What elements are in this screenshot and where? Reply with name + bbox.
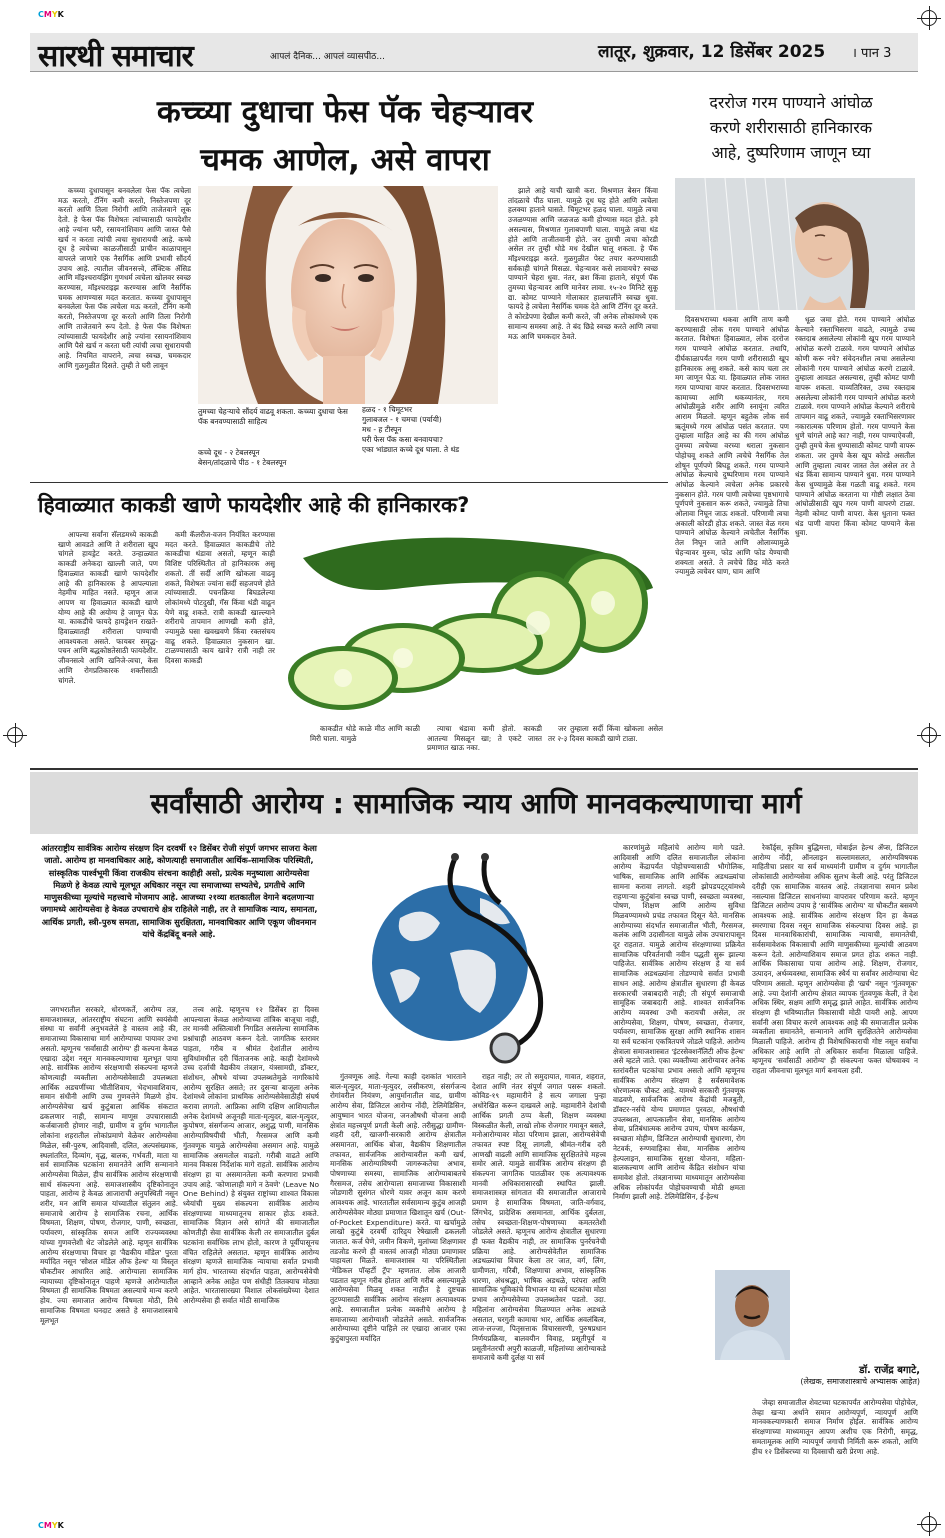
cucumber-column-2: कमी कॅलरीज-वजन नियंत्रित करण्यास मदत करते. हिवाळ्यात काकडीचे तोटे काकडीचा थंडावा असतो, म्हणून काही विशिष्ट परिस्थितीत तो हानिकारक असू शकतो. तीं सर्दी आणि खोकला वाढवू शकते, विशेषतः ज्यांना सर्दी सहजपणे होते त्यांच्यासाठी. पचनक्रिया बिघडलेल्या लोकांमध्ये पोटदुखी, गॅस किंवा थंडी वाढून येणे वाढू शकते. रात्री काकडी खाल्ल्याने शरीराचे तापमान आणखी कमी होते, ज्यामुळे घसा खवखवणे किंवा रक्तसंचय वाढू शकते. हिवाळ्यात नुकसान खा. टाळण्यासाठी काय खावे? रात्री नाही तर दिवसा काकडी — [165, 530, 275, 666]
masthead-title: सारथी समाचार — [38, 39, 193, 74]
milk-photo-caption: तुमच्या चेहऱ्याचे सौंदर्य वाढवू शकता. कच्च्या दुधाचा फेस पॅक बनवण्यासाठी साहित्य — [198, 407, 348, 426]
masthead-tagline: आपलं दैनिक... आपलं व्यासपीठ... — [270, 52, 385, 62]
health-intro: आंतरराष्ट्रीय सार्वत्रिक आरोग्य संरक्षण दिन दरवर्षी १२ डिसेंबर रोजी संपूर्ण जगभर साजरा केला जातो. आरोग्य हा मानवाधिकार आहे, कोणत्याही समाजातील आर्थिक-सामाजिक परिस्थिती, सांस्कृतिक पार्श्वभूमी किंवा राजकीय संरचना काहीही असो, प्रत्येक मनुष्याला आरोग्यसेवा मिळणे हे केवळ त्याचे मूलभूत अधिकार नसून त्या समाजाच्या सभ्यतेचे, प्रगतीचे आणि माणुसकीच्या मूल्यांचे महत्त्वाचे मोजमाप आहे. आजच्या २१व्या शतकातील वेगाने बदलणाऱ्या जगामध्ये आरोग्यसेवा हे केवळ उपचाराचे क्षेत्र राहिलेले नाही, तर ते सामाजिक न्याय, समानता, आर्थिक प्रगती, स्त्री-पुरुष समता, सामाजिक सुरक्षितता, मानवाधिकार आणि एकूण जीवनमान यांचे केंद्रबिंदू बनले आहे. — [40, 843, 318, 940]
author-name: डॉ. राजेंद्र बगाटे, — [859, 1365, 920, 1376]
milk-ingredients-a: कच्चे दूध - २ टेबलस्पून बेसन/तांदळाचे पीठ - १ टेबलस्पून — [198, 448, 287, 467]
cmyk-mark-bottom: CMYK — [38, 1521, 64, 1530]
author-photo — [715, 1270, 790, 1360]
health-column-2: तत्त्व आहे. म्हणूनच १२ डिसेंबर हा दिवस आपल्याला केवळ आरोग्याच्या तांत्रिक बाजूचा नाही, तर मानवी अस्तित्वाशी निगडित असलेल्या सामाजिक प्रश्नांचाही आठवण करून देतो. जागतिक स्तरावर पाहता, गरीब व श्रीमंत देशांतील आरोग्य सुविधांमधील दरी चिंताजनक आहे. काही देशांमध्ये उच्च दर्जाची वैद्यकीय तंत्रज्ञान, यंत्रसामग्री, डॉक्टर, संशोधन, औषधे यांच्या उपलब्धतेमुळे नागरिकांचे आरोग्य सुरक्षित असते; तर दुसऱ्या बाजूला अनेक देशांमध्ये लोकांना प्राथमिक आरोग्यसेवेसाठीही संघर्ष करावा लागतो. आफ्रिका आणि दक्षिण आशियातील अनेक देशांमध्ये अजूनही माता-मृत्युदर, बाल-मृत्युदर, कुपोषण, संसर्गजन्य आजार, अशुद्ध पाणी, मानसिक आरोग्याविषयीची भीती, गैरसमज आणि कमी गुंतवणूक यामुळे आरोग्यसेवा असमान आहे. यामुळे सामाजिक असमतोल वाढतो. गरीबी वाढते आणि मानव विकास निर्देशांक मागे राहतो. सार्वत्रिक आरोग्य संरक्षण हा या असमानतेला कमी करणारा प्रभावी उपाय आहे. 'कोणालाही मागे न ठेवणे' (Leave No One Behind) हे संयुक्त राष्ट्रांच्या शाश्वत विकास ध्येयांची मुख्य संकल्पना सार्वत्रिक आरोग्य संरक्षणाच्या माध्यमातूनच साकार होऊ शकते. सामाजिक विज्ञान असे सांगते की समाजातील कोणतीही सेवा सार्वत्रिक केली तर समाजातील दुर्बल घटकांना सर्वाधिक लाभ होतो, कारण ते पूर्वीपासूनच वंचित राहिलेले असतात. म्हणून सार्वत्रिक आरोग्य संरक्षण म्हणजे सामाजिक न्यायाचा सर्वात प्रभावी मार्ग होय. भारताच्या संदर्भात पाहता, आरोग्यसेवेची आव्हाने अनेक आहेत पण संधीही तितक्याच मोठ्या आहेत. भारतासारख्या विशाल लोकसंख्येच्या देशात आरोग्यसेवा ही सर्वात मोठी सामाजिक — [183, 1005, 319, 1306]
registration-mark-icon — [921, 10, 937, 26]
headline-milk-line1: कच्च्या दुधाचा फेस पॅक चेहऱ्यावर — [156, 94, 534, 130]
headline-health: सर्वांसाठी आरोग्य : सामाजिक न्याय आणि मानवकल्याणाचा मार्ग — [150, 787, 802, 820]
face-photo — [198, 186, 498, 404]
face-illustration — [198, 186, 498, 404]
divider-rule — [30, 482, 668, 483]
cmyk-mark-top: CMYK — [38, 10, 64, 19]
author-box — [715, 1362, 920, 1394]
registration-mark-icon — [921, 727, 937, 743]
headline-bath — [666, 90, 916, 165]
headline-milk-line2: चमक आणेल, असे वापरा — [200, 142, 490, 178]
health-column-3: गुंतवणूक आहे. गेल्या काही दशकांत भारताने बाल-मृत्युदर, माता-मृत्युदर, लसीकरण, संसर्गजन्य रोगांवरील नियंत्रण, आयुर्मानातील वाढ, ग्रामीण आरोग्य सेवा, डिजिटल आरोग्य नोंदी, टेलिमेडिसिन, आयुष्मान भारत योजना, जनऔषधी योजना आदी क्षेत्रांत महत्त्वपूर्ण प्रगती केली आहे. तरीसुद्धा ग्रामीण-शहरी दरी, खाजगी-सरकारी आरोग्य क्षेत्रातील असमानता, आर्थिक बोजा, वैद्यकीय शिक्षणातील तफावत, सार्वजनिक आरोग्यावरील कमी खर्च, मानसिक आरोग्याविषयी जागरूकतेचा अभाव, पोषणाच्या समस्या, सामाजिक आरोग्याबाबतचे गैरसमज, तसेच आरोग्याला समाजाच्या विकासाशी जोडणारी सुसंगत धोरणे यावर अजून काम करणे आवश्यक आहे. भारतातील सर्वसामान्य कुटुंब आजही आरोग्यसेवेवर मोठ्या प्रमाणात खिशातून खर्च (Out-of-Pocket Expenditure) करते. या खर्चामुळे लाखो कुटुंबे दरवर्षी दारिद्र्य रेषेखाली ढकलली जातात. कर्ज घेणे, जमीन विकणे, मुलांच्या शिक्षणावर तडजोड करणे ही वास्तवं आजही मोठ्या प्रमाणावर पाहायला मिळते. समाजशास्त्र या परिस्थितीला 'मेडिकल पॉव्हर्टी ट्रॅप' म्हणतात. लोक आजारी पडतात म्हणून गरीब होतात आणि गरीब असल्यामुळे आरोग्यसेवा मिळवू शकत नाहीत हे दुष्टचक्र तुटण्यासाठी सार्वत्रिक आरोग्य संरक्षण अत्यावश्यक आहे. समाजातील प्रत्येक व्यक्तीचे आरोग्य हे समाजाच्या आरोग्याशी जोडलेले असते. सार्वजनिक आरोग्याच्या दृष्टीने पाहिले तर एखादा आजार एका कुटुंबापुरता मर्यादित — [330, 1072, 466, 1343]
milk-ingredients-b: हळद - १ चिमूटभर गुलाबजल - १ चमचा (पर्यायी) मध - ह टीस्पून घरी फेस पॅक कसा बनवायचा? एका भांड्यात कच्चे दूध घाला. ते थंड — [362, 405, 460, 454]
cucumber-column-4: त्याचा थंडावा कमी होतो. काकडी आतल्या मिसळून खा; ते एकटे जास्त प्रमाणात खाऊ नका. — [427, 724, 542, 753]
registration-mark-icon — [7, 727, 23, 743]
health-column-1: जगभरातील सरकारे, धोरणकर्ते, आरोग्य तज्ञ, समाजशास्त्रज्ञ, आंतरराष्ट्रीय संघटना आणि स्वयंसेवी संस्था या सर्वांनी अनुभवलेले हे वास्तव आहे की, समाजाच्या विकासाचा मार्ग आरोग्याच्या पायावर उभा असतो. म्हणूनच 'सर्वांसाठी आरोग्य' ही कल्पना केवळ एखादा उद्देश नसून मानवकल्याणाचा मूलभूत पाया आहे. सार्वत्रिक आरोग्य संरक्षणाची संकल्पना म्हणजे कोणत्याही व्यक्तीला आरोग्यसेवेसाठी उपलब्धता आर्थिक अडचणींच्या भीतीशिवाय, भेदभावाशिवाय, समान संधीनी आणि उच्च गुणवत्तेने मिळणे होय. आरोग्यसेवेचा खर्च कुटुंबाला आर्थिक संकटात ढकलणार नाही, सामान्य माणूस उपचारासाठी कर्जबाजारी होणार नाही, ग्रामीण व दुर्गम भागातील लोकांना शहरातील लोकांप्रमाणे वेळेवर आरोग्यसेवा मिळेल, स्त्री-पुरुष, आदिवासी, दलित, अल्पसंख्याक, स्थलांतरित, दिव्यांग, वृद्ध, बालक, गर्भवती, माता या सर्व सामाजिक घटकांना समानतेने आणि सन्मानाने आरोग्यसेवा मिळेल, हीच सार्वत्रिक आरोग्य संरक्षणाची सार्थ संकल्पना आहे. समाजशास्त्रीय दृष्टिकोनातून पाहता, आरोग्य हे केवळ आजाराची अनुपस्थिती नसून शरीर, मन आणि समाज यांच्यातील संतुलन आहे. समाजाचे आरोग्य हे सामाजिक रचना, आर्थिक विषमता, शिक्षण, पोषण, रोजगार, पाणी, स्वच्छता, पर्यावरण, सांस्कृतिक समज आणि राज्यव्यवस्था यांच्या गुणवत्तेशी थेट जोडलेले आहे. म्हणून सार्वत्रिक आरोग्य संरक्षणाचा विचार हा 'वैद्यकीय मॉडेल' पुरता मर्यादित नसून 'सोशल मॉडेल ऑफ हेल्थ' या विस्तृत चौकटीवर आधारित आहे. आरोग्याला सामाजिक न्यायाच्या दृष्टिकोनातून पाहणे म्हणजे आरोग्यातील विषमता ही सामाजिक विषमता असल्याचे मान्य करणे होय. ज्या समाजात आरोग्य विषमता मोठी, तिथे सामाजिक विषमता घनदाट असते हे समाजशास्त्राचे मूलभूत — [40, 1005, 178, 1325]
globe-stethoscope-illustration — [330, 843, 605, 1065]
dateline: लातूर, शुक्रवार, 12 डिसेंबर 2025 — [598, 42, 826, 62]
headline-cucumber: हिवाळ्यात काकडी खाणे फायदेशीर आहे की हानिकारक? — [38, 493, 470, 517]
milk-column-1: कच्च्या दुधापासून बनवलेला फेस पॅक त्वचेला मऊ करतो, टॅनिंग कमी करतो, निस्तेजपणा दूर करतो आणि तिला निरोगी आणि ताजेतवाने लूक देतो. हे फेस पॅक विशेषतः त्यांच्यासाठी फायदेशीर आहे ज्यांना घरी, रसायनांशिवाय आणि जास्त पैसे खर्च न करता त्यांची त्वचा सुधारायची आहे. कच्चे दूध हे त्वचेच्या काळजीसाठी प्राचीन काळापासून वापरले जाणारे एक नैसर्गिक आणि प्रभावी सौंदर्य उपाय आहे. त्यातील जीवनसत्त्वे, लॅक्टिक ॲसिड आणि मॉइश्चरायझिंग गुणधर्म त्वचेला खोलवर स्वच्छ करण्यास, मॉइश्चराइझ करण्यास आणि नैसर्गिक चमक आणण्यास मदत करतात. कच्च्या दुधापासून बनवलेला फेस पॅक त्वचेला मऊ करतो, टॅनिंग कमी करतो, निस्तेजपणा दूर करतो आणि तिला निरोगी आणि ताजेतवाने रूप देतो. हे फेस पॅक विशेषतः त्यांच्यासाठी फायदेशीर आहे ज्यांना रसायनांशिवाय आणि पैसे खर्च न करता घरी त्यांची त्वचा सुधारायची आहे. नियमित वापराने, त्वचा स्वच्छ, चमकदार आणि गुळगुळीत दिसते. तुम्ही ते घरी लावून — [58, 186, 191, 370]
headline-bath-line1: दररोज गरम पाण्याने आंघोळ — [709, 93, 873, 112]
author-portrait — [715, 1270, 790, 1360]
health-column-5: कारणांमुळे महिलांचे आरोग्य मागे पडते. आदिवासी आणि दलित समाजातील लोकांना आरोग्य केंद्रापर्यंत पोहोचण्यासाठी भौगोलिक, भाषिक, सामाजिक आणि आर्थिक अडथळ्यांचा सामना करावा लागतो. शहरी झोपडपट्ट्यांमध्ये राहणाऱ्या कुटुंबांना स्वच्छ पाणी, स्वच्छता व्यवस्था, पोषण, शिक्षण आणि आरोग्य सुविधा मिळवण्यामध्ये प्रचंड तफावत दिसून येते. मानसिक आरोग्याच्या संदर्भात समाजातील भीती, गैरसमज, कलंक आणि उदासीनता यामुळे लोक उपचारापासून दूर राहतात. यामुळे आरोग्य संरक्षणाच्या प्रक्रियेत सामाजिक परिवर्तनाची नवीन पद्धती सुरू झाल्या पाहिजेत. सार्वत्रिक आरोग्य संरक्षण हे या सर्व सामाजिक अडथळ्यांना तोडण्याचे सर्वात प्रभावी साधन आहे. आरोग्य क्षेत्रातील सुधारणा ही केवळ सरकारची जबाबदारी नाही; ती संपूर्ण समाजाची सामूहिक जबाबदारी आहे. शाश्वत सार्वजनिक आरोग्य व्यवस्था उभी करायची असेल, तर आरोग्यसेवा, शिक्षण, पोषण, स्वच्छता, रोजगार, पर्यावरण, सामाजिक सुरक्षा आणि स्थानिक शासन या सर्व घटकांना एकत्रितपणे जोडले पाहिजे. आरोग्य क्षेत्राला समाजशास्त्रात 'इंटरसेक्शनॅलिटी ऑफ हेल्थ' असे म्हटले जाते. एका व्यक्तीच्या आरोग्यावर अनेक स्तरांवरील घटकांचा प्रभाव असतो आणि म्हणूनच सार्वत्रिक आरोग्य संरक्षण हे सर्वसमावेशक धोरणात्मक चौकट आहे. यामध्ये सरकारी गुंतवणूक वाढवणे, सार्वजनिक आरोग्य केंद्रांची मजबुती, डॉक्टर-नर्सचे योग्य प्रमाणात पुरवठा, औषधांची उपलब्धता, आपत्कालीन सेवा, मानसिक आरोग्य सेवा, प्रतिबंधात्मक आरोग्य उपाय, पोषण कार्यक्रम, स्वच्छता मोहीम, डिजिटल आरोग्याची सुधारणा, रोग नेटवर्क, रुग्णवाहिका सेवा, मानसिक आरोग्य हेल्पलाइन, सामाजिक सुरक्षा योजना, महिला-बालकल्याण आणि आरोग्य केंद्रित संशोधन यांचा समावेश होतो. तंत्रज्ञानाच्या माध्यमातून आरोग्यसेवा अधिक लोकांपर्यंत पोहोचवण्याची मोठी क्षमता निर्माण झाली आहे. टेलिमेडिसिन, ई-हेल्थ — [613, 843, 745, 1202]
cucumber-photo — [283, 528, 668, 718]
milk-column-3: झाले आहे याची खात्री करा. मिश्रणात बेसन किंवा तांदळाचे पीठ घाला. यामुळे दूध घट्ट होते आणि त्वचेला हलक्या हाताने घासते. चिमूटभर हळद घाला. यामुळे त्वचा उजळण्यास आणि जळजळ कमी होण्यास मदत होते. हवे असल्यास, मिश्रणात गुलाबपाणी घाला. यामुळे त्वचा थंड होते आणि ताजीतवानी होते. जर तुमची त्वचा कोरडी असेल तर तुम्ही थोडे मध देखील घालू शकता. हे पॅक मॉइश्चराइझ करते. गुळगुळीत पेस्ट तयार करण्यासाठी सर्वकाही चांगले मिसळा. चेहऱ्यावर कसे लावायचे? स्वच्छ पाण्याने चेहरा धुवा. नंतर, ब्रश किंवा हाताने, संपूर्ण पॅक तुमच्या चेहऱ्यावर आणि मानेवर लावा. १५-२० मिनिटे सुकू द्या. कोमट पाण्याने गोलाकार हालचालींने स्वच्छ धुवा. फायदे हे त्वचेला नैसर्गिक चमक देते आणि टॅनिंग दूर करते. ते कोरडेपणा देखील कमी करते, जी अनेक लोकांमध्ये एक सामान्य समस्या आहे. ते बंद छिद्रे स्वच्छ करते आणि त्वचा मऊ आणि चमकदार ठेवते. — [508, 186, 658, 341]
cucumber-column-1: आपल्या सर्वांना सॅलडमध्ये काकडी खाणे आवडते आणि ते शरीराला खूप चांगले हायड्रेट करते. उन्हाळ्यात काकडी अनेकदा खाल्ली जाते, पण हिवाळ्यात काकडी खाणे फायदेशीर आहे की हानिकारक हे आपल्याला नेहमीच माहित नसते. म्हणून आज आपण या हिवाळ्यात काकडी खाणे योग्य आहे की अयोग्य हे जाणून घेऊ या. काकडीचे फायदे हायड्रेशन राखते-हिवाळ्यातही शरीराला पाण्याची आवश्यकता असते. फायबर समृद्ध-पचन आणि बद्धकोष्ठतेसाठी फायदेशीर. जीवनसत्वे आणि खनिजे-त्वचा, केस आणि रोगप्रतिकारक शक्तीसाठी चांगले. — [58, 530, 158, 685]
health-column-4: राहत नाही; तर तो समुदायात, गावात, शहरात, देशात आणि नंतर संपूर्ण जगात पसरू शकतो. कोविड-१९ महामारीने हे सत्य जगाला पुन्हा अधोरेखित करून दाखवले आहे. महामारीने देशांची आर्थिक प्रगती ठप्प केली, शिक्षण व्यवस्था विस्कळीत केली, लाखो लोक रोजगार गमावून बसले, मनोआरोग्यावर मोठा परिणाम झाला, आरोग्यसेवेची तफावत स्पष्ट दिसू लागली, श्रीमंत-गरीब दरी आणखी वाढली आणि सामाजिक सुरक्षिततेचे महत्त्व समोर आले. यामुळे सार्वत्रिक आरोग्य संरक्षण ही संकल्पना जागतिक पातळीवर एक अत्यावश्यक मानवी अधिकारासारखी स्थापित झाली. समाजशास्त्रज्ञ सांगतात की समाजातील आजाराचे प्रमाण हे सामाजिक विषमता, जाति-वर्गवाद, लिंगभेद, प्रादेशिक असमानता, आर्थिक दुर्बलता, तसेच स्वच्छता-शिक्षण-पोषणाच्या कमतरतेशी जोडलेले असते. म्हणूनच आरोग्य क्षेत्रातील सुधारणा ही फक्त वैद्यकीय नाही, तर सामाजिक पुनर्रचनेची प्रक्रिया आहे. आरोग्यसेवेतील सामाजिक अडथळ्यांचा विचार केला तर जात, वर्ग, लिंग, ग्रामीणता, गरिबी, शिक्षणाचा अभाव, सांस्कृतिक धारणा, अंधश्रद्धा, भाषिक अडथळे, परंपरा आणि सामाजिक भूमिकांचे विभाजन या सर्व घटकांचा मोठा प्रभाव आरोग्यसेवेच्या उपलब्धतेवर पडतो. उदा. महिलांना आरोग्यसेवा मिळण्यात अनेक अडथळे असतात, घरगुती कामाचा भार, आर्थिक अवलंबित्व, लाज-लज्जा, पितृसत्ताक विचारसरणी, पुरुषप्रधान निर्णयप्रक्रिया, बालवयीन विवाह, प्रसूतीपूर्व व प्रसूतीनंतरची अपुरी काळजी, महिलांच्या आरोग्याकडे समाजाचे कमी दुर्लक्ष या सर्व — [472, 1072, 606, 1363]
page-number: । पान 3 — [852, 46, 892, 61]
health-column-6: रेकॉर्ड्स, कृत्रिम बुद्धिमत्ता, मोबाईल हेल्थ ॲप्स, डिजिटल आरोग्य नोंदी, ऑनलाइन सल्लामसलत, आरोग्यविषयक माहितीचा प्रसार या सर्व माध्यमांनी ग्रामीण व दुर्गम भागातील लोकांसाठी आरोग्यसेवा अधिक सुलभ केली आहे. परंतु डिजिटल दरीही एक सामाजिक वास्तव आहे. तंत्रज्ञानाचा समान प्रवेश नसल्यास डिजिटल साधनांच्या वापरावर परिणाम करते. म्हणून डिजिटल आरोग्य उपाय हे 'सार्वत्रिक आरोग्य' या चौकटीत बसवणे आवश्यक आहे. सार्वत्रिक आरोग्य संरक्षण दिन हा केवळ स्मरणाचा दिवस नसून सामाजिक संकल्पाचा दिवस आहे. हा दिवस मानवाधिकारांची, सामाजिक न्यायाची, समानतेची, सर्वसमावेशक विकासाची आणि माणुसकीच्या मूल्यांची आठवण करून देतो. आरोग्याशिवाय समाज प्रगत होऊ शकत नाही. आर्थिक विकासाचा पाया आरोग्य आहे. शिक्षण, रोजगार, उत्पादन, अर्थव्यवस्था, सामाजिक स्थैर्य या सर्वांवर आरोग्याचा थेट परिणाम असतो. म्हणून आरोग्यसेवा ही 'खर्च' नसून 'गुंतवणूक' आहे. ज्या देशांनी आरोग्य क्षेत्रात व्यापक गुंतवणूक केली, ते देश अधिक स्थिर, सक्षम आणि समृद्ध झाले आहेत. सार्वत्रिक आरोग्य संरक्षण ही भविष्यातील विकासाची मोठी पायरी आहे. आपण सर्वांनी असा विचार करणे आवश्यक आहे की समाजातील प्रत्येक व्यक्तीला समानतेने, सन्मानाने आणि सुरक्षिततेने आरोग्यसेवा मिळाली पाहिजे. आरोग्य ही विशेषाधिकाराची गोष्ट नसून सर्वांचा अधिकार आहे आणि तो अधिकार सर्वांना मिळाला पाहिजे. म्हणूनच 'सर्वांसाठी आरोग्य' ही संकल्पना फक्त घोषवाक्य न राहता जीवनाचा मूलभूत मार्ग बनायला हवी. — [752, 843, 918, 1076]
cucumber-column-5: जर तुम्हाला सर्दी किंवा खोकला असेल तर २-३ दिवस काकडी खाणे टाळा. — [548, 724, 663, 743]
bath-column-2: धूळ जमा होते. गरम पाण्याने आंघोळ केल्याने रक्ताभिसरण वाढते, त्यामुळे उच्च रक्तदाब असलेल्या लोकांनी खूप गरम पाण्याने आंघोळ करणे टाळावे. गरम पाण्याने आंघोळ कोणी करू नये? संवेदनशील त्वचा असलेल्या लोकांनी गरम पाण्याने आंघोळ करणे टाळावे. तुम्हाला आवडत असल्यास, तुम्ही कोमट पाणी वापरू शकता. याव्यतिरिक्त, उच्च रक्तदाब असलेल्या लोकांनी गरम पाण्याने आंघोळ करणे टाळावे. गरम पाण्याने आंघोळ केल्याने शरीराचे तापमान वाढू शकते, ज्यामुळे रक्ताभिसरणावर नकारात्मक परिणाम होतो. गरम पाण्याने केस धुणे चांगले आहे का? नाही, गरम पाण्याऐवजी, तुम्ही तुमचे केस धुण्यासाठी कोमट पाणी वापरू शकता. जर तुमचे केस खूप कोरडे असतील आणि तुम्हाला त्यावर जास्त तेल असेल तर ते थंड किंवा सामान्य पाण्याने धुवा. गरम पाण्याने केस धुण्यामुळे केस गळती वाढू शकते. गरम पाण्याने आंघोळ करताना या गोष्टी लक्षात ठेवा आंघोळीसाठी खूप गरम पाणी वापरणे टाळा. नेहमी कोमट पाणी वापरा. केस धुताना फक्त थंड पाणी वापरा किंवा कोमट पाण्याने केस धुवा. — [795, 315, 915, 538]
bath-column-1: दिवसभराच्या थकवा आणि ताण कमी करण्यासाठी लोक गरम पाण्याने आंघोळ करतात. विशेषतः हिवाळ्यात, लोक दररोज गरम पाण्याने आंघोळ करतात. तथापि, दीर्घकाळापर्यंत गरम पाणी शरीरासाठी खूप हानिकारक असू शकते. कसे काय चला तर मग जाणून घेऊ या. हिवाळ्यात लोक जास्त गरम पाण्याचा वापर करतात. दिवसभराच्या कामाच्या आणि थकव्यानंतर, गरम आंघोळीमुळे शरीर आणि स्नायूंना त्वरित आराम मिळतो. म्हणून बहुतेक लोक सर्व ऋतूंमध्ये गरम आंघोळ पसंत करतात. पण तुम्हाला माहित आहे का की गरम आंघोळ तुमच्या त्वचेच्या वरच्या थराला नुकसान पोहोचवू शकते आणि त्वचेचे नैसर्गिक तेल शोषून पूर्णपणे बिघडू शकते. गरम पाण्याने आंघोळ केल्याचे दुष्परिणाम गरम पाण्याने आंघोळ केल्याने त्वचेला अनेक प्रकारचे नुकसान होते. गरम पाणी त्वचेच्या पृष्ठभागाचे पूर्णपणे नुकसान करू शकते, ज्यामुळे तिचा ओलावा निघून जाऊ शकतो. परिणामी त्वचा अकाली कोरडी होऊ शकते. जास्त वेळ गरम पाण्याने आंघोळ केल्याने त्वचेतील नैसर्गिक तेल निघून जाते आणि ओलाव्यामुळे चेहऱ्यावर मुरुम, फोड आणि फोड येण्याची शक्यता असते. ते त्वचेचे छिद्र मोठे करते ज्यामुळे त्वचेवर घाण, घाम आणि — [675, 315, 789, 577]
author-role: (लेखक, समाजशास्त्राचे अभ्यासक आहेत) — [800, 1377, 920, 1386]
bath-photo — [675, 178, 915, 310]
registration-mark-icon — [921, 1516, 937, 1532]
cucumber-column-3: काकडीत थोडे काळे मीठ आणि काळी मिरी घाला. यामुळे — [310, 724, 420, 743]
section-rule — [30, 768, 918, 770]
headline-milk — [40, 88, 650, 184]
shower-illustration — [675, 178, 915, 310]
cucumber-illustration — [283, 528, 668, 718]
headline-bath-line3: आहे, दुष्परिणाम जाणून घ्या — [711, 143, 871, 162]
health-column-7: जेव्हा समाजातील शेवटच्या घटकापर्यंत आरोग्यसेवा पोहोचेल, तेव्हा खऱ्या अर्थाने समान आरोग्यपूर्ण, न्यायपूर्ण आणि मानवकल्याणकारी समाज निर्माण होईल. सार्वत्रिक आरोग्य संरक्षणाच्या माध्यमातून आपण अशीच एक निरोगी, समृद्ध, समतामूलक आणि न्यायपूर्ण जगाची निर्मिती करू शकतो, आणि हीच १२ डिसेंबरच्या या दिवसाची खरी प्रेरणा आहे. — [752, 1398, 918, 1456]
globe-stethoscope-photo — [330, 843, 605, 1065]
headline-bath-line2: करणे शरीरासाठी हानिकारक — [709, 118, 873, 137]
